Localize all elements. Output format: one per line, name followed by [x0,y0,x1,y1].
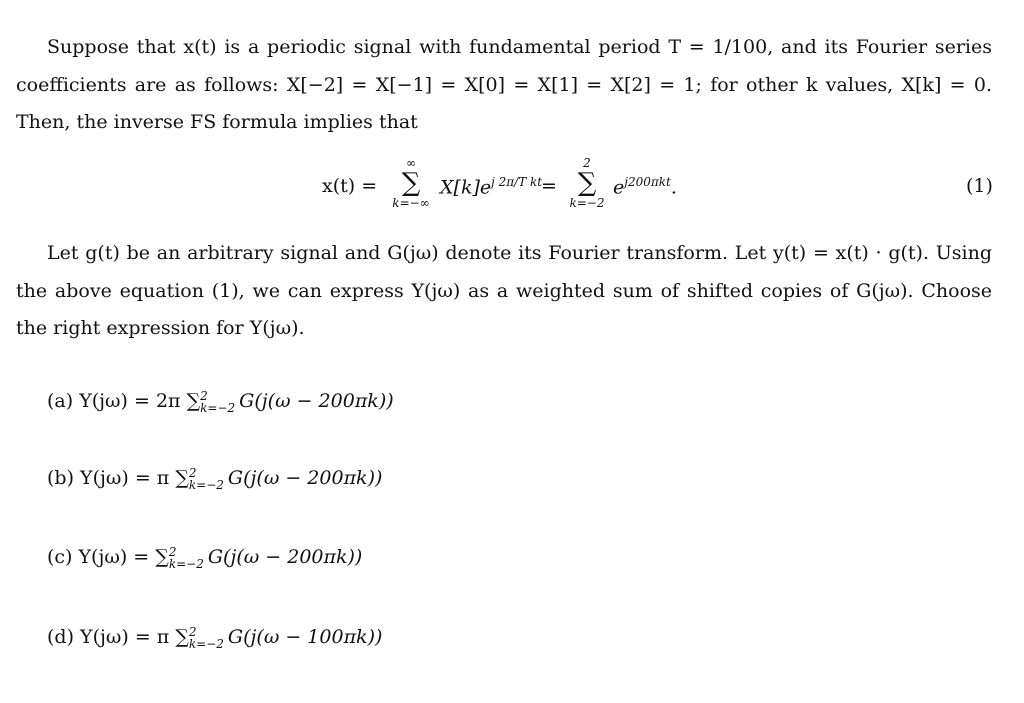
option-c-body: G(j(ω − 200πk)) [207,546,363,568]
sigma-icon: ∑ [175,626,189,648]
option-a-lower: k=−2 [200,401,236,415]
option-c-lower: k=−2 [168,557,204,571]
option-b-upper: 2 [188,466,197,480]
equation-lhs: x(t) = [322,175,378,197]
sum-infinite [386,156,436,210]
option-d-label: (d) Y(jω) = π [47,626,170,648]
sigma-icon: ∑ [186,390,201,412]
question-text: Let g(t) be an arbitrary signal and G(jω) denote its Fourier transform. Let y(t) = x(t) · g(t). Using the above equation (1), we can express Y(jω) as a weighted sum of shifted copies of G(jω). Choose the right expression for Y(jω). [16,242,992,339]
term2-base: e [613,176,625,199]
sum-finite [564,156,610,210]
option-b-limits [189,467,224,491]
option-a-upper: 2 [200,389,208,403]
option-d-upper: 2 [188,625,197,639]
equals-sign: = [541,175,557,197]
option-a[interactable] [47,390,394,414]
option-b-body: G(j(ω − 200πk)) [227,467,383,489]
option-c-limits [169,546,204,570]
option-b-label: (b) Y(jω) = π [47,467,170,489]
option-d-lower: k=−2 [188,637,224,651]
option-d-body: G(j(ω − 100πk)) [227,626,383,648]
option-d-limits [189,626,224,650]
sum1-upper: ∞ [406,156,416,170]
option-c-upper: 2 [168,545,177,559]
option-d[interactable] [47,626,382,650]
sigma-icon: ∑ [155,546,169,568]
term1-exponent: j 2π/T kt [491,175,543,189]
sum2-lower: k=−2 [569,196,605,210]
term1 [440,175,542,198]
problem-statement [16,29,992,142]
sum2-upper: 2 [583,156,591,170]
fourier-series-equation [0,150,1024,230]
equation-number: (1) [966,175,993,197]
option-b-lower: k=−2 [188,478,224,492]
option-a-body: G(j(ω − 200πk)) [239,390,394,412]
sigma-icon: ∑ [577,168,597,198]
term2: $e^{j200\pi kt}$. [613,175,677,199]
sigma-icon: ∑ [401,168,421,198]
option-c[interactable] [47,546,362,570]
term1-base: X[k]e [440,176,492,199]
problem-text: Suppose that x(t) is a periodic signal with fundamental period T = 1/100, and its Fourier series coefficients are as follows: X[−2] = X[−1] = X[0] = X[1] = X[2] = 1; for other k values, X[k] = 0. Then, the inverse FS formula implies that [16,36,992,133]
option-a-label: (a) Y(jω) = 2π [47,390,181,412]
option-a-limits [200,390,235,414]
question-statement [16,235,992,348]
option-b[interactable] [47,467,382,491]
option-c-label: (c) Y(jω) = [47,546,150,568]
term2-exponent: j200πkt [624,175,671,189]
sum1-lower: k=−∞ [392,196,430,210]
sigma-icon: ∑ [175,467,189,489]
